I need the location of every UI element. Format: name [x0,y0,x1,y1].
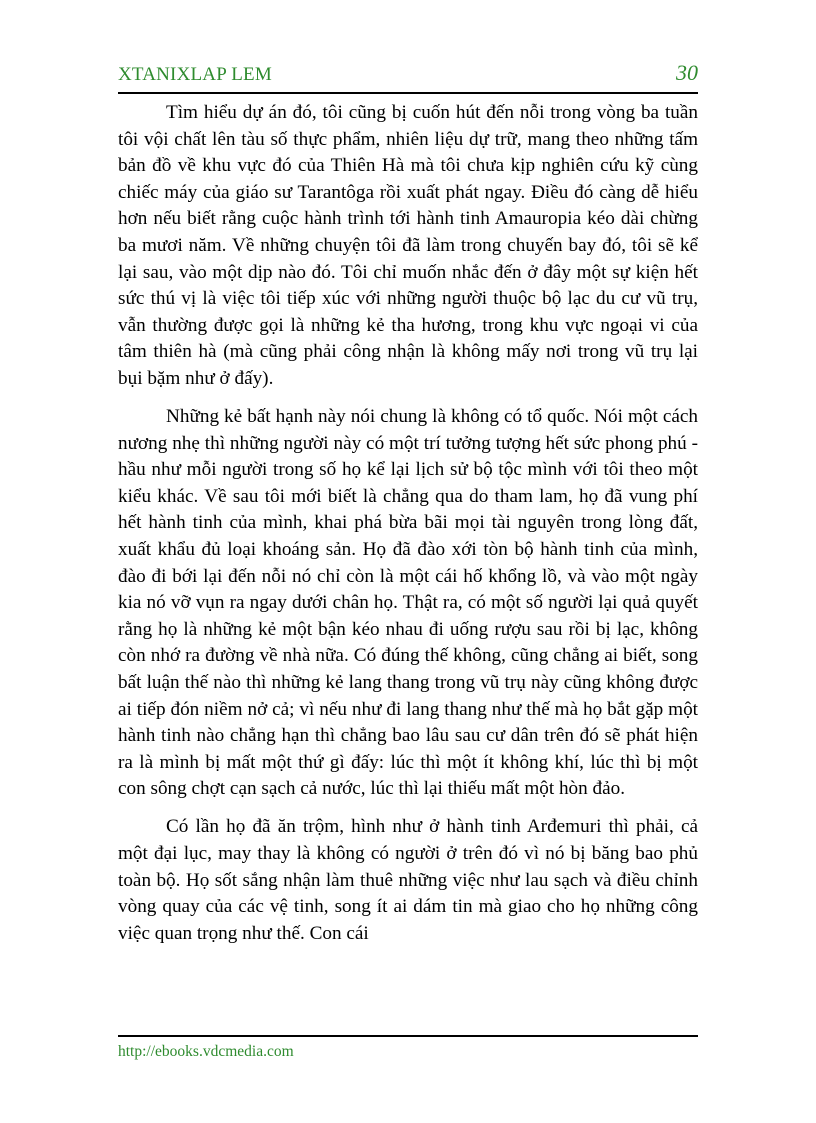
book-title: XTANIXLAP LEM [118,64,272,85]
paragraph-3: Có lần họ đã ăn trộm, hình như ở hành tinh Arđemuri thì phải, cả một đại lục, may thay là không có người ở trên đó vì nó bị băng bao phủ toàn bộ. Họ sốt sắng nhận làm thuê những việc như lau sạch và điều chỉnh vòng quay của các vệ tinh, song ít ai dám tin mà giao cho họ những công việc quan trọng như thế. Con cái [118,816,698,944]
page-header [118,60,698,90]
header-divider [118,92,698,94]
paragraph-1: Tìm hiểu dự án đó, tôi cũng bị cuốn hút đến nỗi trong vòng ba tuần tôi vội chất lên tàu số thực phẩm, nhiên liệu dự trữ, mang theo những tấm bản đồ về khu vực đó của Thiên Hà mà tôi chưa kịp nghiên cứu kỹ cùng chiếc máy của giáo sư Tarantôga rồi xuất phát ngay. Điều đó càng dễ hiểu hơn nếu biết rằng cuộc hành trình tới hành tinh Amauropia kéo dài chừng ba mươi năm. Về những chuyện tôi đã làm trong chuyến bay đó, tôi sẽ kể lại sau, vào một dịp nào đó. Tôi chỉ muốn nhắc đến ở đây một sự kiện hết sức thú vị là việc tôi tiếp xúc với những người thuộc bộ lạc du cư vũ trụ, vẫn thường được gọi là những kẻ tha hương, trong khu vực ngoại vi của tâm thiên hà (mà cũng phải công nhận là không mấy nơi trong vũ trụ lại bụi bặm như ở đấy). [118,102,698,389]
body-text [118,100,698,959]
paragraph-2: Những kẻ bất hạnh này nói chung là không có tổ quốc. Nói một cách nương nhẹ thì những người này có một trí tưởng tượng hết sức phong phú - hầu như mỗi người trong số họ kể lại lịch sử bộ tộc mình với tôi theo một kiểu khác. Về sau tôi mới biết là chẳng qua do tham lam, họ đã vung phí hết hành tinh của mình, khai phá bừa bãi mọi tài nguyên trong lòng đất, xuất khẩu đủ loại khoáng sản. Họ đã đào xới tòn bộ hành tinh của mình, đào đi bới lại đến nỗi nó chỉ còn là một cái hố khổng lồ, và vào một ngày kia nó vỡ vụn ra ngay dưới chân họ. Thật ra, có một số người lại quả quyết rằng họ là những kẻ một bận kéo nhau đi uống rượu sau rồi bị lạc, không còn nhớ ra đường về nhà nữa. Có đúng thế không, cũng chẳng ai biết, song bất luận thế nào thì những kẻ lang thang trong vũ trụ này cũng không được ai tiếp đón niềm nở cả; vì nếu như đi lang thang như thế mà họ bắt gặp một hành tinh nào chẳng hạn thì chẳng bao lâu sau cư dân trên đó sẽ phát hiện ra là mình bị mất một thứ gì đấy: lúc thì một ít không khí, lúc thì bị một con sông chợt cạn sạch cả nước, lúc thì lại thiếu mất một hòn đảo. [118,406,698,800]
footer-divider [118,1035,698,1037]
page-number: 30 [676,60,698,85]
footer-url[interactable]: http://ebooks.vdcmedia.com [118,1043,294,1060]
